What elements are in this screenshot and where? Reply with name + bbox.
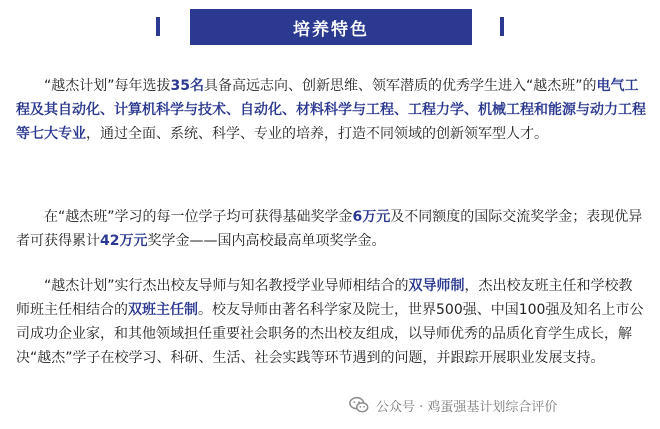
p1-highlight-majors: 电气工程及其自动化、计算机科学与技术、自动化、材料科学与工程、工程力学、机械工程和能源与动力工程等七大专业 [16, 78, 646, 142]
paragraph-program-intro [16, 74, 646, 146]
header-right-tick [500, 17, 504, 36]
p2-text-3: 奖学金——国内高校最高单项奖学金。 [147, 233, 386, 249]
paragraph-scholarship [16, 205, 646, 253]
header-left-tick [156, 17, 160, 36]
p1-text-3: ，通过全面、系统、科学、专业的培养，打造不同领域的创新领军型人才。 [86, 126, 548, 142]
p3-text-1: “越杰计划”实行杰出校友导师与知名教授学业导师相结合的 [44, 278, 409, 294]
p1-text-2: 具备高远志向、创新思维、领军潜质的优秀学生进入“越杰班”的 [204, 78, 597, 94]
p3-text-2: ，杰出校友班主任和学校教师班主任相结合的 [16, 278, 633, 318]
p2-highlight-total-amount: 42万元 [100, 233, 148, 249]
p2-text-1: 在“越杰班”学习的每一位学子均可获得基础奖学金 [44, 209, 353, 225]
p3-text-3: 。校友导师由著名科学家及院士，世界500强、中国100强及知名上市公司成功企业家，和其他领域担任重要社会职务的杰出校友组成，以导师优秀的品质化育学生成长，解决“越杰”学子在校学习、科研、生活、社会实践等环节遇到的问题，并跟踪开展职业发展支持。 [16, 302, 644, 366]
p1-text-1: “越杰计划”每年选拔 [44, 78, 171, 94]
wechat-icon [348, 394, 370, 416]
paragraph-mentorship [16, 274, 646, 370]
p1-highlight-count: 35名 [170, 78, 204, 94]
watermark [348, 394, 557, 416]
section-header [0, 0, 660, 52]
section-title: 培养特色 [190, 9, 472, 45]
p3-highlight-dual-headteacher: 双班主任制 [128, 302, 198, 318]
p2-highlight-base-amount: 6万元 [352, 209, 391, 225]
p2-text-2: 及不同额度的国际交流奖学金；表现优异者可获得累计 [16, 209, 643, 249]
watermark-text: 公众号 · 鸡蛋强基计划综合评价 [376, 399, 558, 415]
p3-highlight-dual-mentor: 双导师制 [408, 278, 465, 294]
